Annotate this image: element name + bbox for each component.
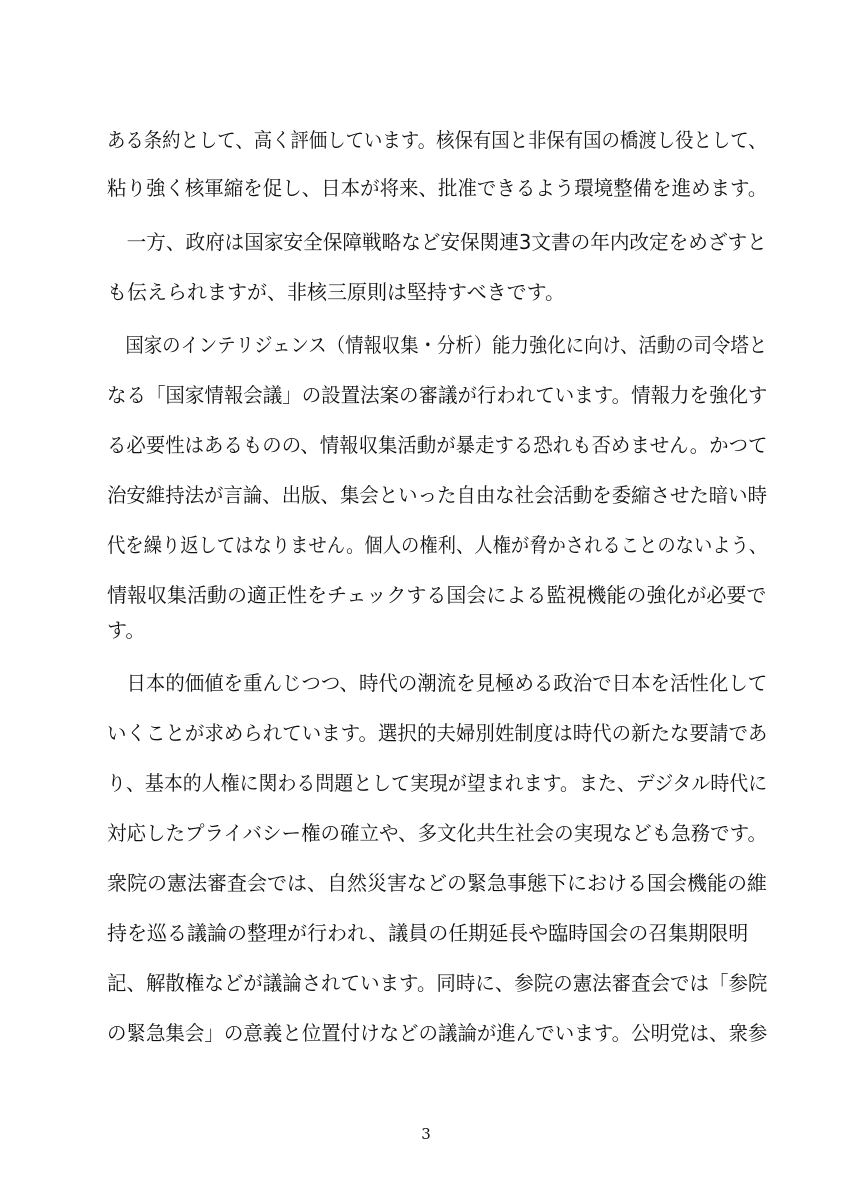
text-line: 情報収集活動の適正性をチェックする国会による監視機能の強化が必要で bbox=[107, 583, 767, 607]
text-line: 治安維持法が言論、出版、集会といった自由な社会活動を委縮させた暗い時 bbox=[107, 483, 767, 507]
text-line: 日本的価値を重んじつつ、時代の潮流を見極める政治で日本を活性化して bbox=[107, 671, 768, 695]
text-line: いくことが求められています。選択的夫婦別姓制度は時代の新たな要請であ bbox=[107, 721, 768, 745]
text-line: ある条約として、高く評価しています。核保有国と非保有国の橋渡し役として、 bbox=[107, 128, 767, 152]
text-line: の緊急集会」の意義と位置付けなどの議論が進んでいます。公明党は、衆参 bbox=[107, 1021, 768, 1045]
text-line: 対応したプライバシー権の確立や、多文化共生社会の実現なども急務です。 bbox=[107, 821, 767, 845]
text-line: 持を巡る議論の整理が行われ、議員の任期延長や臨時国会の召集期限明 bbox=[107, 921, 749, 945]
text-line: 粘り強く核軍縮を促し、日本が将来、批准できるよう環境整備を進めます。 bbox=[107, 176, 768, 200]
text-line: 記、解散権などが議論されています。同時に、参院の憲法審査会では「参院 bbox=[107, 971, 768, 995]
text-line: る必要性はあるものの、情報収集活動が暴走する恐れも否めません。かつて bbox=[107, 433, 768, 457]
text-line: も伝えられますが、非核三原則は堅持すべきです。 bbox=[107, 280, 565, 304]
text-line: り、基本的人権に関わる問題として実現が望まれます。また、デジタル時代に bbox=[107, 771, 768, 795]
text-line: 国家のインテリジェンス（情報収集・分析）能力強化に向け、活動の司令塔と bbox=[107, 333, 768, 357]
text-line: 衆院の憲法審査会では、自然災害などの緊急事態下における国会機能の維 bbox=[107, 871, 767, 895]
text-line: 代を繰り返してはなりません。個人の権利、人権が脅かされることのないよう、 bbox=[107, 533, 768, 557]
text-line: す。 bbox=[107, 618, 146, 642]
page-number: 3 bbox=[421, 1125, 431, 1143]
text-line: なる「国家情報会議」の設置法案の審議が行われています。情報力を強化す bbox=[107, 383, 768, 407]
text-line: 一方、政府は国家安全保障戦略など安保関連3文書の年内改定をめざすと bbox=[107, 230, 767, 254]
